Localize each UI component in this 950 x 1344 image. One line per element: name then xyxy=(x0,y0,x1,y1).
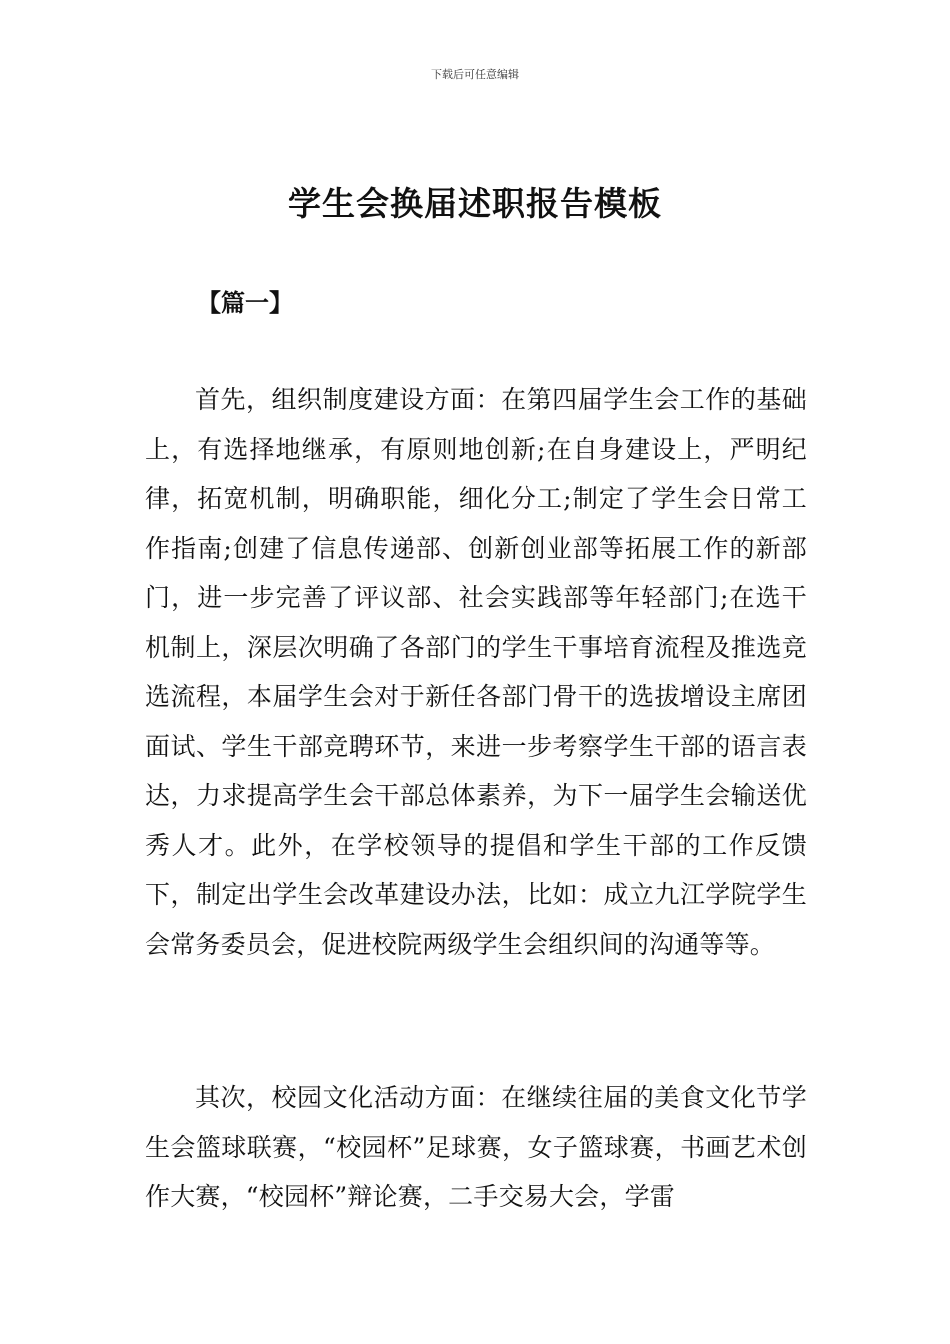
header-note: 下载后可任意编辑 xyxy=(431,68,519,81)
document-title: 学生会换届述职报告模板 xyxy=(288,184,662,223)
paragraph-1: 首先，组织制度建设方面：在第四届学生会工作的基础上，有选择地继承，有原则地创新;在自身建设上，严明纪律，拓宽机制，明确职能，细化分工;制定了学生会日常工作指南;创建了信息传递部、创新创业部等拓展工作的新部门，进一步完善了评议部、社会实践部等年轻部门;在选干机制上，深层次明确了各部门的学生干事培育流程及推选竞选流程，本届学生会对于新任各部门骨干的选拔增设主席团面试、学生干部竞聘环节，来进一步考察学生干部的语言表达，力求提高学生会干部总体素养，为下一届学生会输送优秀人才。此外，在学校领导的提倡和学生干部的工作反馈下，制定出学生会改革建设办法，比如：成立九江学院学生会常务委员会，促进校院两级学生会组织间的沟通等等。 xyxy=(145,385,807,959)
paragraph-2: 其次，校园文化活动方面：在继续往届的美食文化节学生会篮球联赛，“校园杯”足球赛，女子篮球赛，书画艺术创作大赛，“校园杯”辩论赛，二手交易大会，学雷 xyxy=(145,1083,807,1211)
section-label: 【篇一】 xyxy=(197,289,293,317)
